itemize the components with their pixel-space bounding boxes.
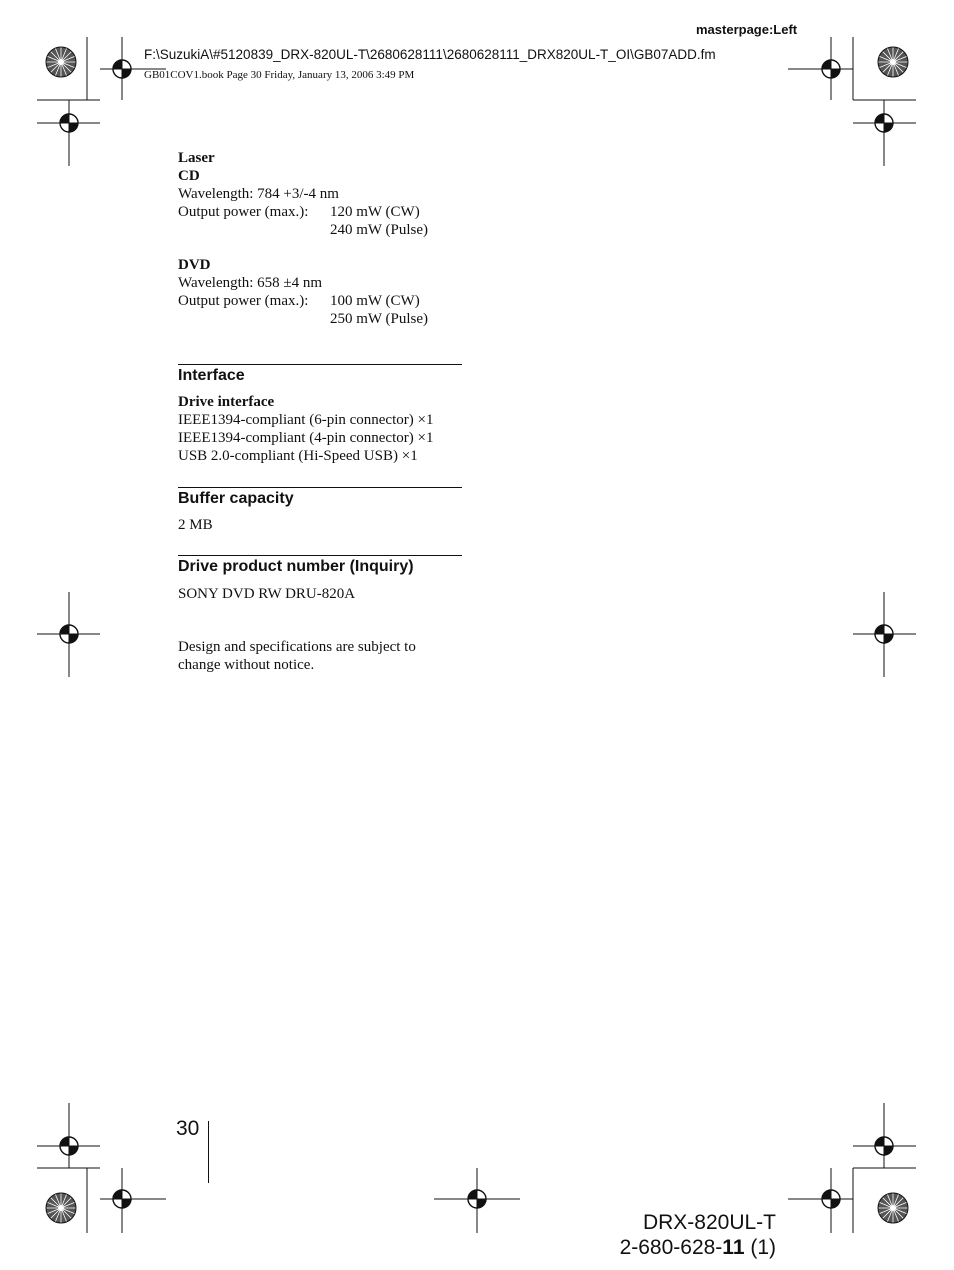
product-value: SONY DVD RW DRU-820A <box>178 586 356 602</box>
cd-output-label: Output power (max.): <box>178 204 309 220</box>
buffer-heading: Buffer capacity <box>178 490 294 507</box>
interface-item: IEEE1394-compliant (4-pin connector) ×1 <box>178 430 434 446</box>
drive-interface-subheading: Drive interface <box>178 394 275 410</box>
dvd-wavelength: Wavelength: 658 ±4 nm <box>178 275 323 291</box>
model-name: DRX-820UL-T <box>642 1211 776 1234</box>
dvd-output-label: Output power (max.): <box>178 293 309 309</box>
book-info: GB01COV1.book Page 30 Friday, January 13, 2006 3:49 PM <box>144 69 415 81</box>
part-code-bold: 11 <box>722 1236 745 1259</box>
masterpage-label: masterpage:Left <box>696 22 798 37</box>
part-code-prefix: 2-680-628- <box>619 1236 723 1259</box>
buffer-value: 2 MB <box>178 517 213 533</box>
product-rule <box>178 555 462 556</box>
dvd-output-pulse: 250 mW (Pulse) <box>330 311 429 327</box>
interface-item: USB 2.0-compliant (Hi-Speed USB) ×1 <box>178 448 418 464</box>
product-heading: Drive product number (Inquiry) <box>178 558 414 575</box>
cd-output-pulse: 240 mW (Pulse) <box>330 222 429 238</box>
notice-line-1: Design and specifications are subject to <box>178 639 416 655</box>
interface-heading: Interface <box>178 367 245 384</box>
part-code-suffix: (1) <box>744 1236 776 1259</box>
interface-item: IEEE1394-compliant (6-pin connector) ×1 <box>178 412 434 428</box>
cd-wavelength: Wavelength: 784 +3/-4 nm <box>178 186 339 202</box>
dvd-output-cw: 100 mW (CW) <box>330 293 420 309</box>
laser-title: Laser <box>178 150 215 166</box>
dvd-title: DVD <box>178 257 211 273</box>
buffer-rule <box>178 487 462 488</box>
page-number-divider <box>208 1121 209 1183</box>
notice-line-2: change without notice. <box>178 657 315 673</box>
cd-title: CD <box>178 168 200 184</box>
page-number: 30 <box>176 1117 200 1140</box>
file-path: F:\SuzukiA\#5120839_DRX-820UL-T\2680628111\2680628111_DRX820UL-T_OI\GB07ADD.fm <box>144 47 716 62</box>
part-code <box>620 1236 776 1260</box>
cd-output-cw: 120 mW (CW) <box>330 204 420 220</box>
interface-rule <box>178 364 462 365</box>
